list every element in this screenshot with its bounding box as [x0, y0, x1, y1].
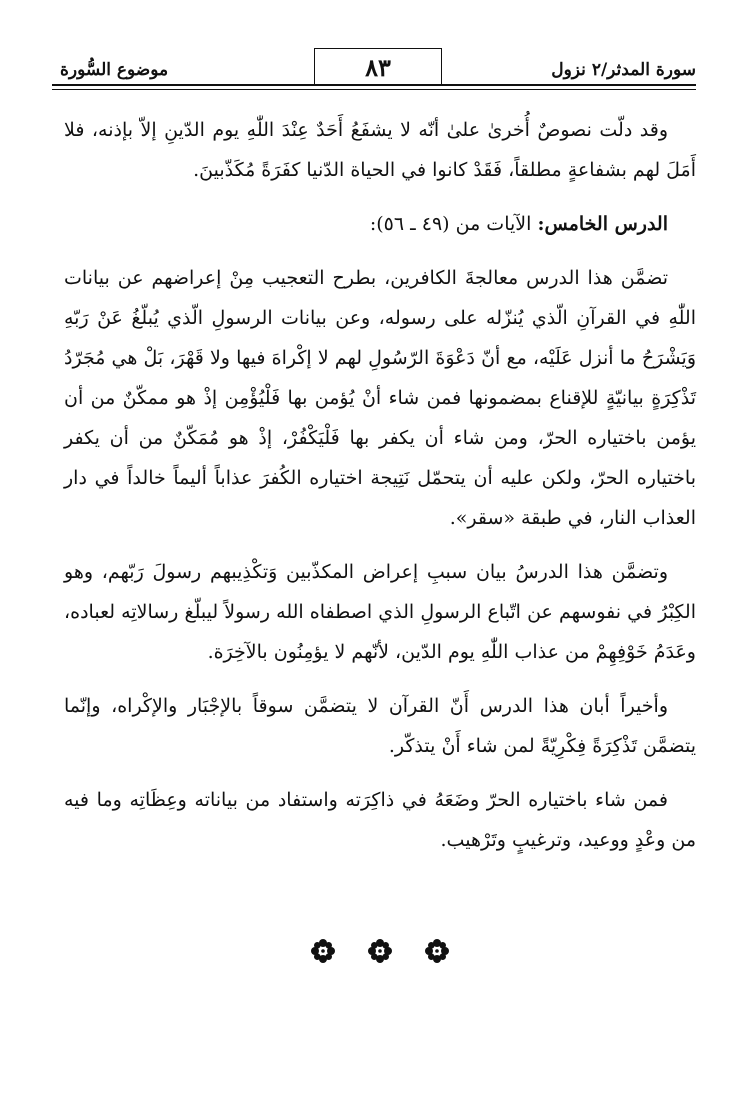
page-header [52, 48, 696, 86]
lesson-heading-verses: الآيات من (٤٩ ـ ٥٦): [369, 213, 538, 235]
paragraph-lesson-content: تضمَّن هذا الدرس معالجةَ الكافرين، بطرح التعجيب مِنْ إعراضهم عن بيانات اللّٰهِ في القرآنِ الّذي يُنزّله على رسوله، وعن بيانات الرسولِ الّذي يُبلّغُ عَنْ رَبّهِ وَيَشْرَحُ ما أنزل عَلَيْه، مع أنّ دَعْوَةَ الرّسُولِ لهم لا إكْراهَ فيها ولا قَهْرَ، بَلْ هي مُجَرّدُ تَذْكِرَةٍ بيانيّةٍ للإقناع بمضمونها فمن شاء أنْ يُؤمن بها فَلْيُؤْمِن إذْ هو ممكّنٌ من أن يؤمن باختياره الحرّ، ومن شاء أن يكفر بها فَلْيَكْفُرْ، إذْ هو مُمَكّنٌ من أن يكفر باختياره الحرّ، ولكن عليه أن يتحمّل نَتِيجة اختياره الكُفرَ عذاباً أليماً خالداً في دار العذاب النار، في طبقة «سقر». [64, 267, 696, 529]
page-body [64, 110, 696, 860]
lesson-heading [64, 204, 696, 244]
page-number-box [314, 48, 442, 86]
header-rule-thin [52, 89, 696, 90]
header-rule [52, 84, 696, 86]
flower-ornament-icon [310, 938, 336, 964]
running-title-right: سورة المدثر/٢ نزول [551, 60, 696, 80]
flower-ornament-icon [424, 938, 450, 964]
running-title-left: موضوع السُّورة [60, 60, 169, 80]
paragraph-free-choice: فمن شاء باختياره الحرّ وضَعَهُ في ذاكِرَته واستفاد من بياناته وعِظَاتِه وما فيه من وعْدٍ ووعيد، وترغيبٍ وتَرْهيب. [64, 789, 696, 851]
paragraph-denial-reason: وتضمَّن هذا الدرسُ بيان سببِ إعراض المكذّبين وَتكْذِيبهم رسولَ رَبّهم، وهو الكِبْرُ في نفوسهم عن اتّباع الرسولِ الذي اصطفاه الله رسولاً ليبلّغ رسالاتِه لعباده، وعَدَمُ خَوْفِهِمْ من عذاب اللّٰهِ يوم الدّين، لأنّهم لا يؤمِنُون بالآخِرَة. [64, 561, 696, 663]
lesson-heading-bold: الدرس الخامس: [537, 213, 668, 235]
paragraph-intercession: وقد دلّت نصوصٌ أُخرىٰ علىٰ أنّه لا يشفَعُ أَحَدٌ عِنْدَ اللّٰهِ يوم الدّينِ إلاّ بإذنه، فلا أَمَلَ لهم بشفاعةٍ مطلقاً، فَقَدْ كانوا في الحياة الدّنيا كفَرَةً مُكَذّبينَ. [64, 119, 696, 181]
page-number: ٨٣ [365, 53, 391, 82]
section-end-ornaments [310, 938, 450, 964]
paragraph-no-compulsion: وأخيراً أبان هذا الدرس أَنّ القرآن لا يتضمَّن سوقاً بالإجْبَار والإكْراه، وإنّما يتضمَّن تَذْكِرَةً فِكْرِيّةً لمن شاء أَنْ يتذكّر. [64, 695, 696, 757]
flower-ornament-icon [367, 938, 393, 964]
